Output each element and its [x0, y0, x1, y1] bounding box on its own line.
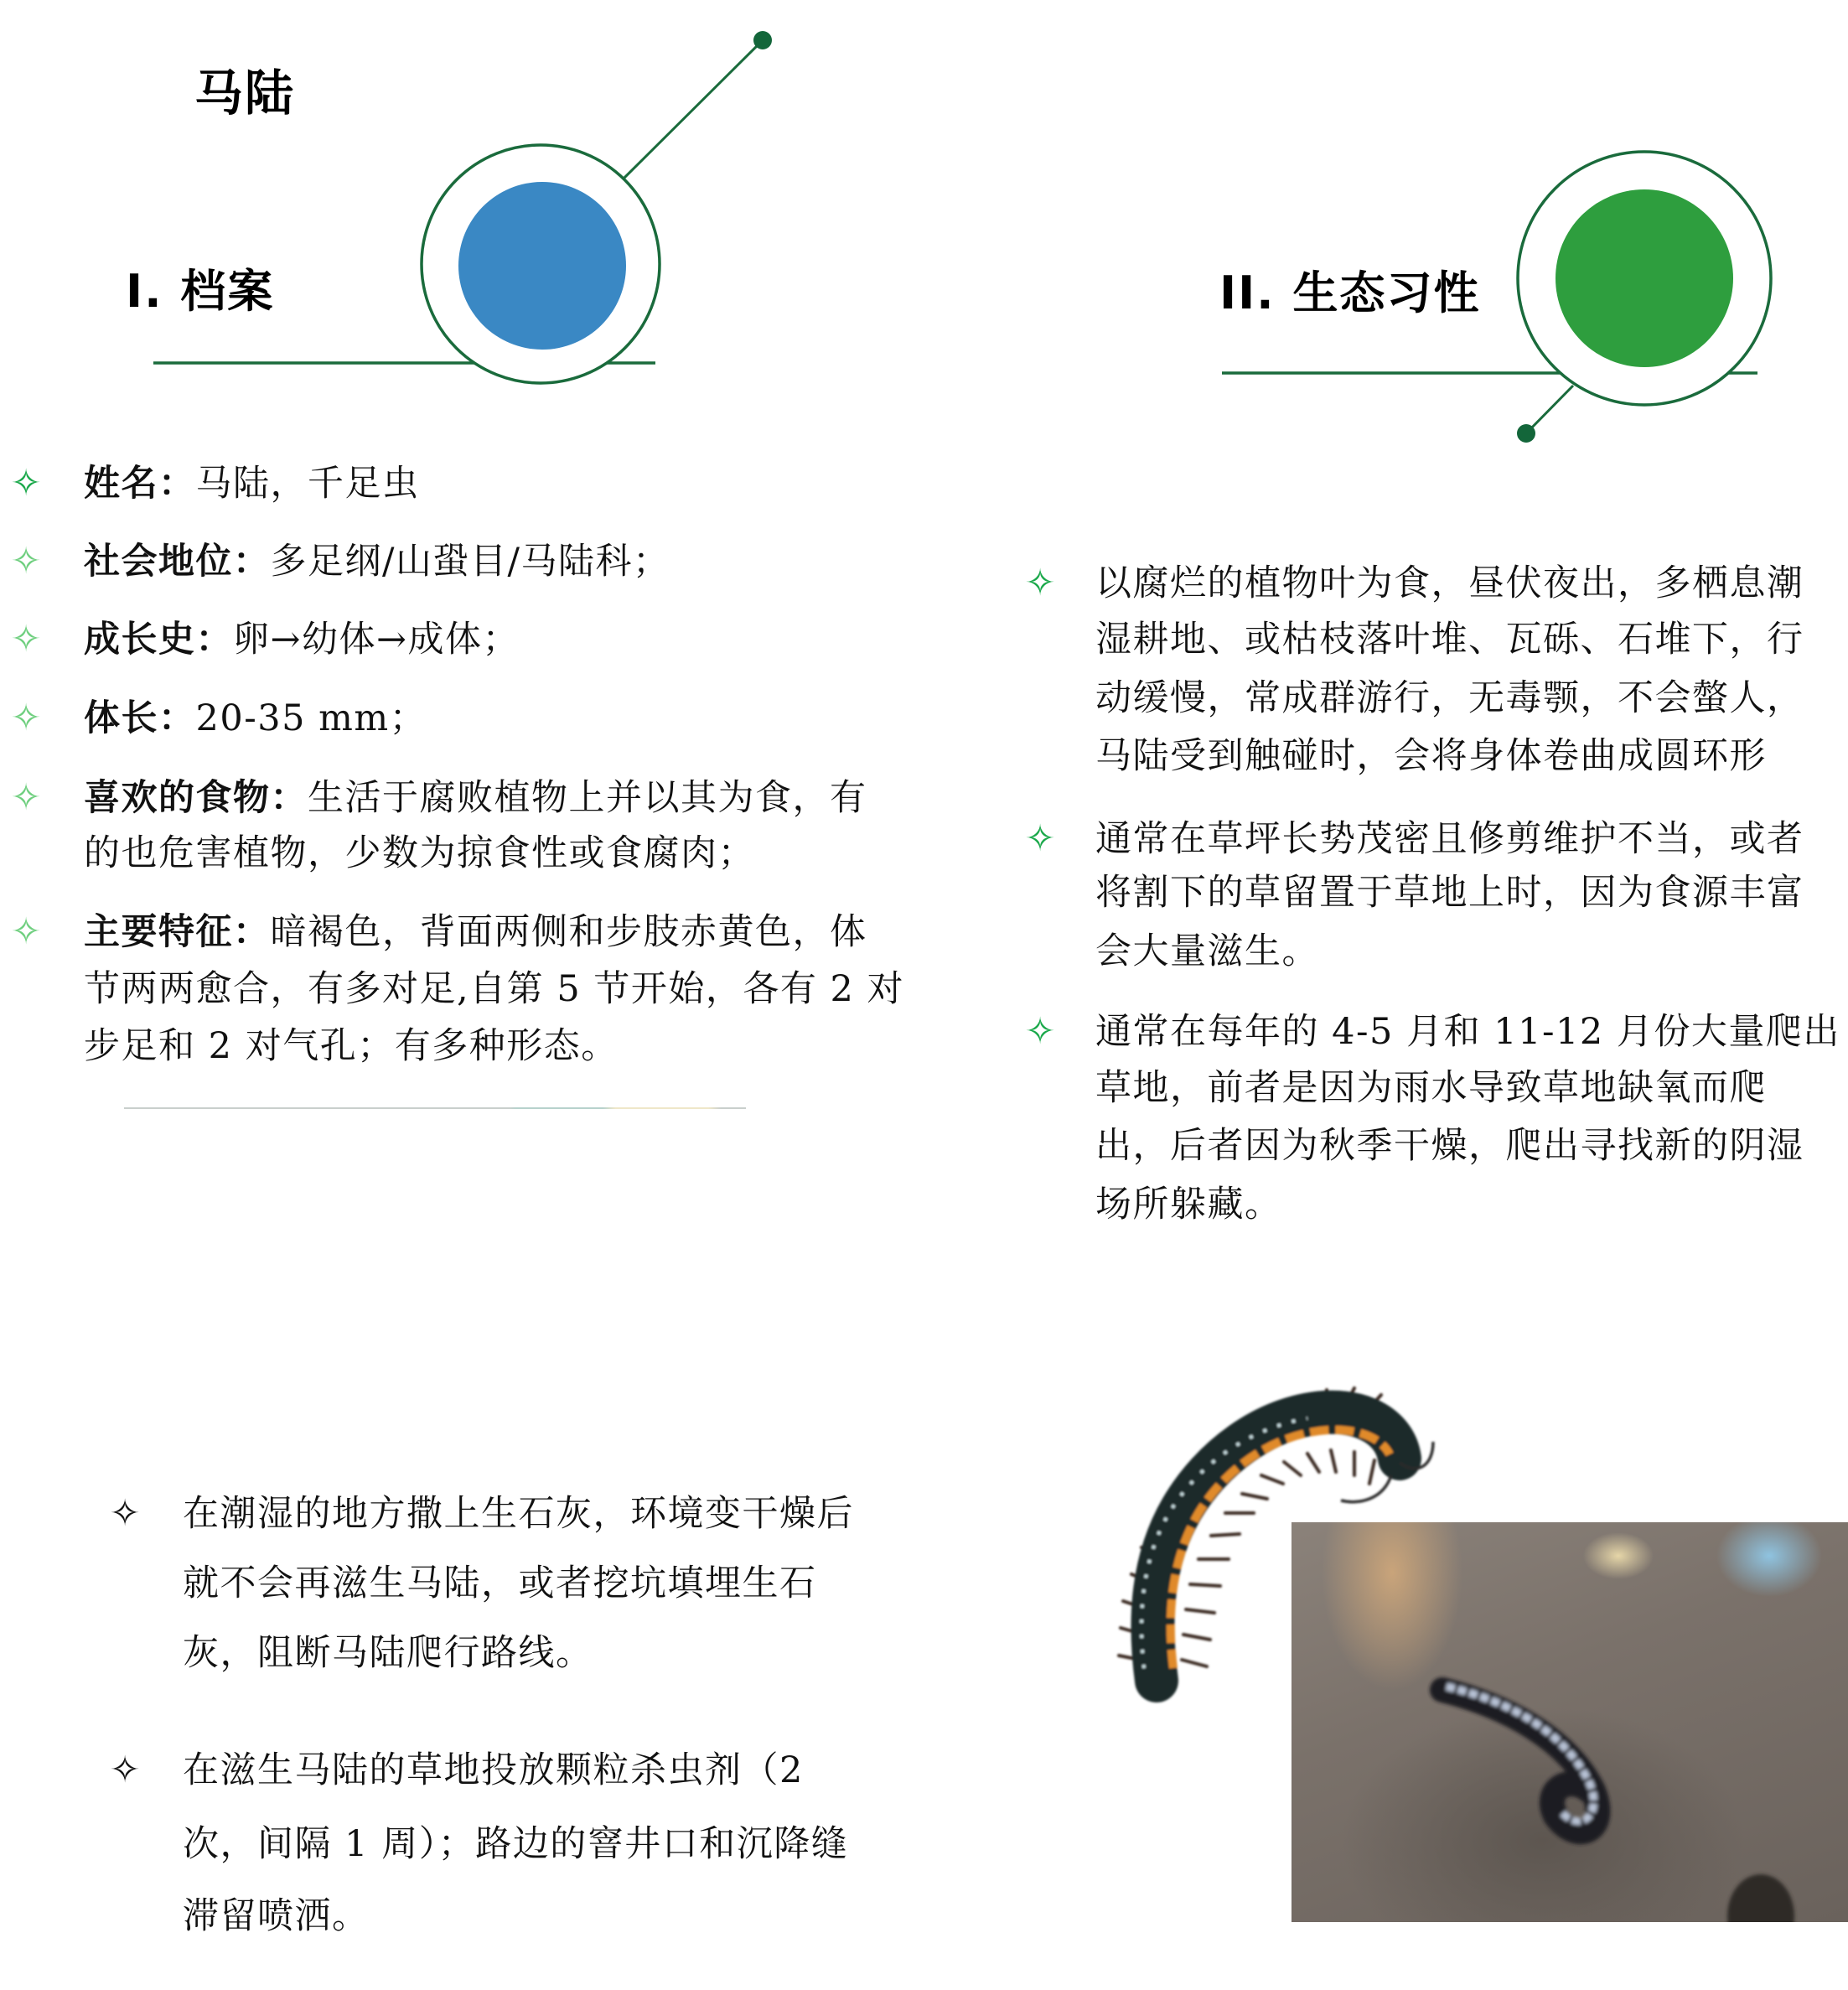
list-item-continuation: 的也危害植物，少数为掠食性或食腐肉；	[84, 832, 755, 874]
list-item: 通常在每年的 4-5 月和 11-12 月份大量爬出	[1095, 1011, 1840, 1053]
star-bullet-icon: ✧	[10, 776, 42, 819]
list-item: 成长史：卵→幼体→成体；	[84, 619, 520, 661]
list-item-continuation: 场所躲藏。	[1095, 1184, 1282, 1226]
list-item: 姓名：马陆，千足虫	[84, 463, 420, 505]
list-item-continuation: 步足和 2 对气孔；有多种形态。	[84, 1025, 619, 1067]
list-item-continuation: 草地，前者是因为雨水导致草地缺氧而爬	[1095, 1067, 1767, 1109]
list-item: 喜欢的食物：生活于腐败植物上并以其为食，有	[84, 777, 867, 819]
list-item-continuation: 将割下的草留置于草地上时，因为食源丰富	[1095, 872, 1804, 914]
list-item: 社会地位：多足纲/山蛩目/马陆科；	[84, 541, 670, 583]
list-item-continuation: 次，间隔 1 周）；路边的窨井口和沉降缝	[183, 1823, 849, 1865]
list-item-continuation: 会大量滋生。	[1095, 930, 1319, 972]
list-item-continuation: 节两两愈合，有多对足,自第 5 节开始，各有 2 对	[84, 968, 905, 1010]
star-bullet-icon: ✧	[10, 462, 42, 505]
list-item-continuation: 就不会再滋生马陆，或者挖坑填埋生石	[183, 1562, 817, 1604]
green-circle-icon	[1556, 189, 1733, 367]
list-item-continuation: 动缓慢，常成群游行，无毒颚，不会螫人，	[1095, 677, 1804, 719]
star-bullet-icon: ✧	[10, 540, 42, 583]
list-item: 在滋生马陆的草地投放颗粒杀虫剂（2	[183, 1749, 804, 1791]
page-title: 马陆	[194, 65, 296, 122]
list-item-continuation: 滞留喷洒。	[183, 1895, 370, 1937]
star-bullet-icon: ✧	[109, 1492, 141, 1535]
star-bullet-icon: ✧	[1024, 817, 1056, 860]
divider-line	[124, 1107, 746, 1109]
list-item: 在潮湿的地方撒上生石灰，环境变干燥后	[183, 1493, 854, 1535]
star-bullet-icon: ✧	[1024, 562, 1056, 604]
list-item-continuation: 马陆受到触碰时，会将身体卷曲成圆环形	[1095, 735, 1767, 777]
soil-millipede-figure	[1292, 1522, 1848, 1922]
list-item-continuation: 灰，阻断马陆爬行路线。	[183, 1632, 593, 1674]
blue-circle-icon	[458, 182, 626, 350]
millipede-photo-soil	[1292, 1522, 1848, 1922]
section1-title: I. 档案	[126, 265, 275, 318]
list-item: 体长：20-35 mm；	[84, 697, 427, 739]
list-item: 主要特征：暗褐色，背面两侧和步肢赤黄色，体	[84, 911, 867, 953]
star-bullet-icon: ✧	[109, 1749, 141, 1791]
star-bullet-icon: ✧	[10, 697, 42, 739]
star-bullet-icon: ✧	[10, 910, 42, 953]
list-item: 以腐烂的植物叶为食，昼伏夜出，多栖息潮	[1095, 562, 1804, 604]
list-item-continuation: 湿耕地、或枯枝落叶堆、瓦砾、石堆下，行	[1095, 619, 1804, 661]
star-bullet-icon: ✧	[1024, 1010, 1056, 1053]
list-item: 通常在草坪长势茂密且修剪维护不当，或者	[1095, 818, 1804, 860]
star-bullet-icon: ✧	[10, 618, 42, 661]
section2-title: II. 生态习性	[1219, 267, 1481, 319]
list-item-continuation: 出，后者因为秋季干燥，爬出寻找新的阴湿	[1095, 1125, 1804, 1167]
